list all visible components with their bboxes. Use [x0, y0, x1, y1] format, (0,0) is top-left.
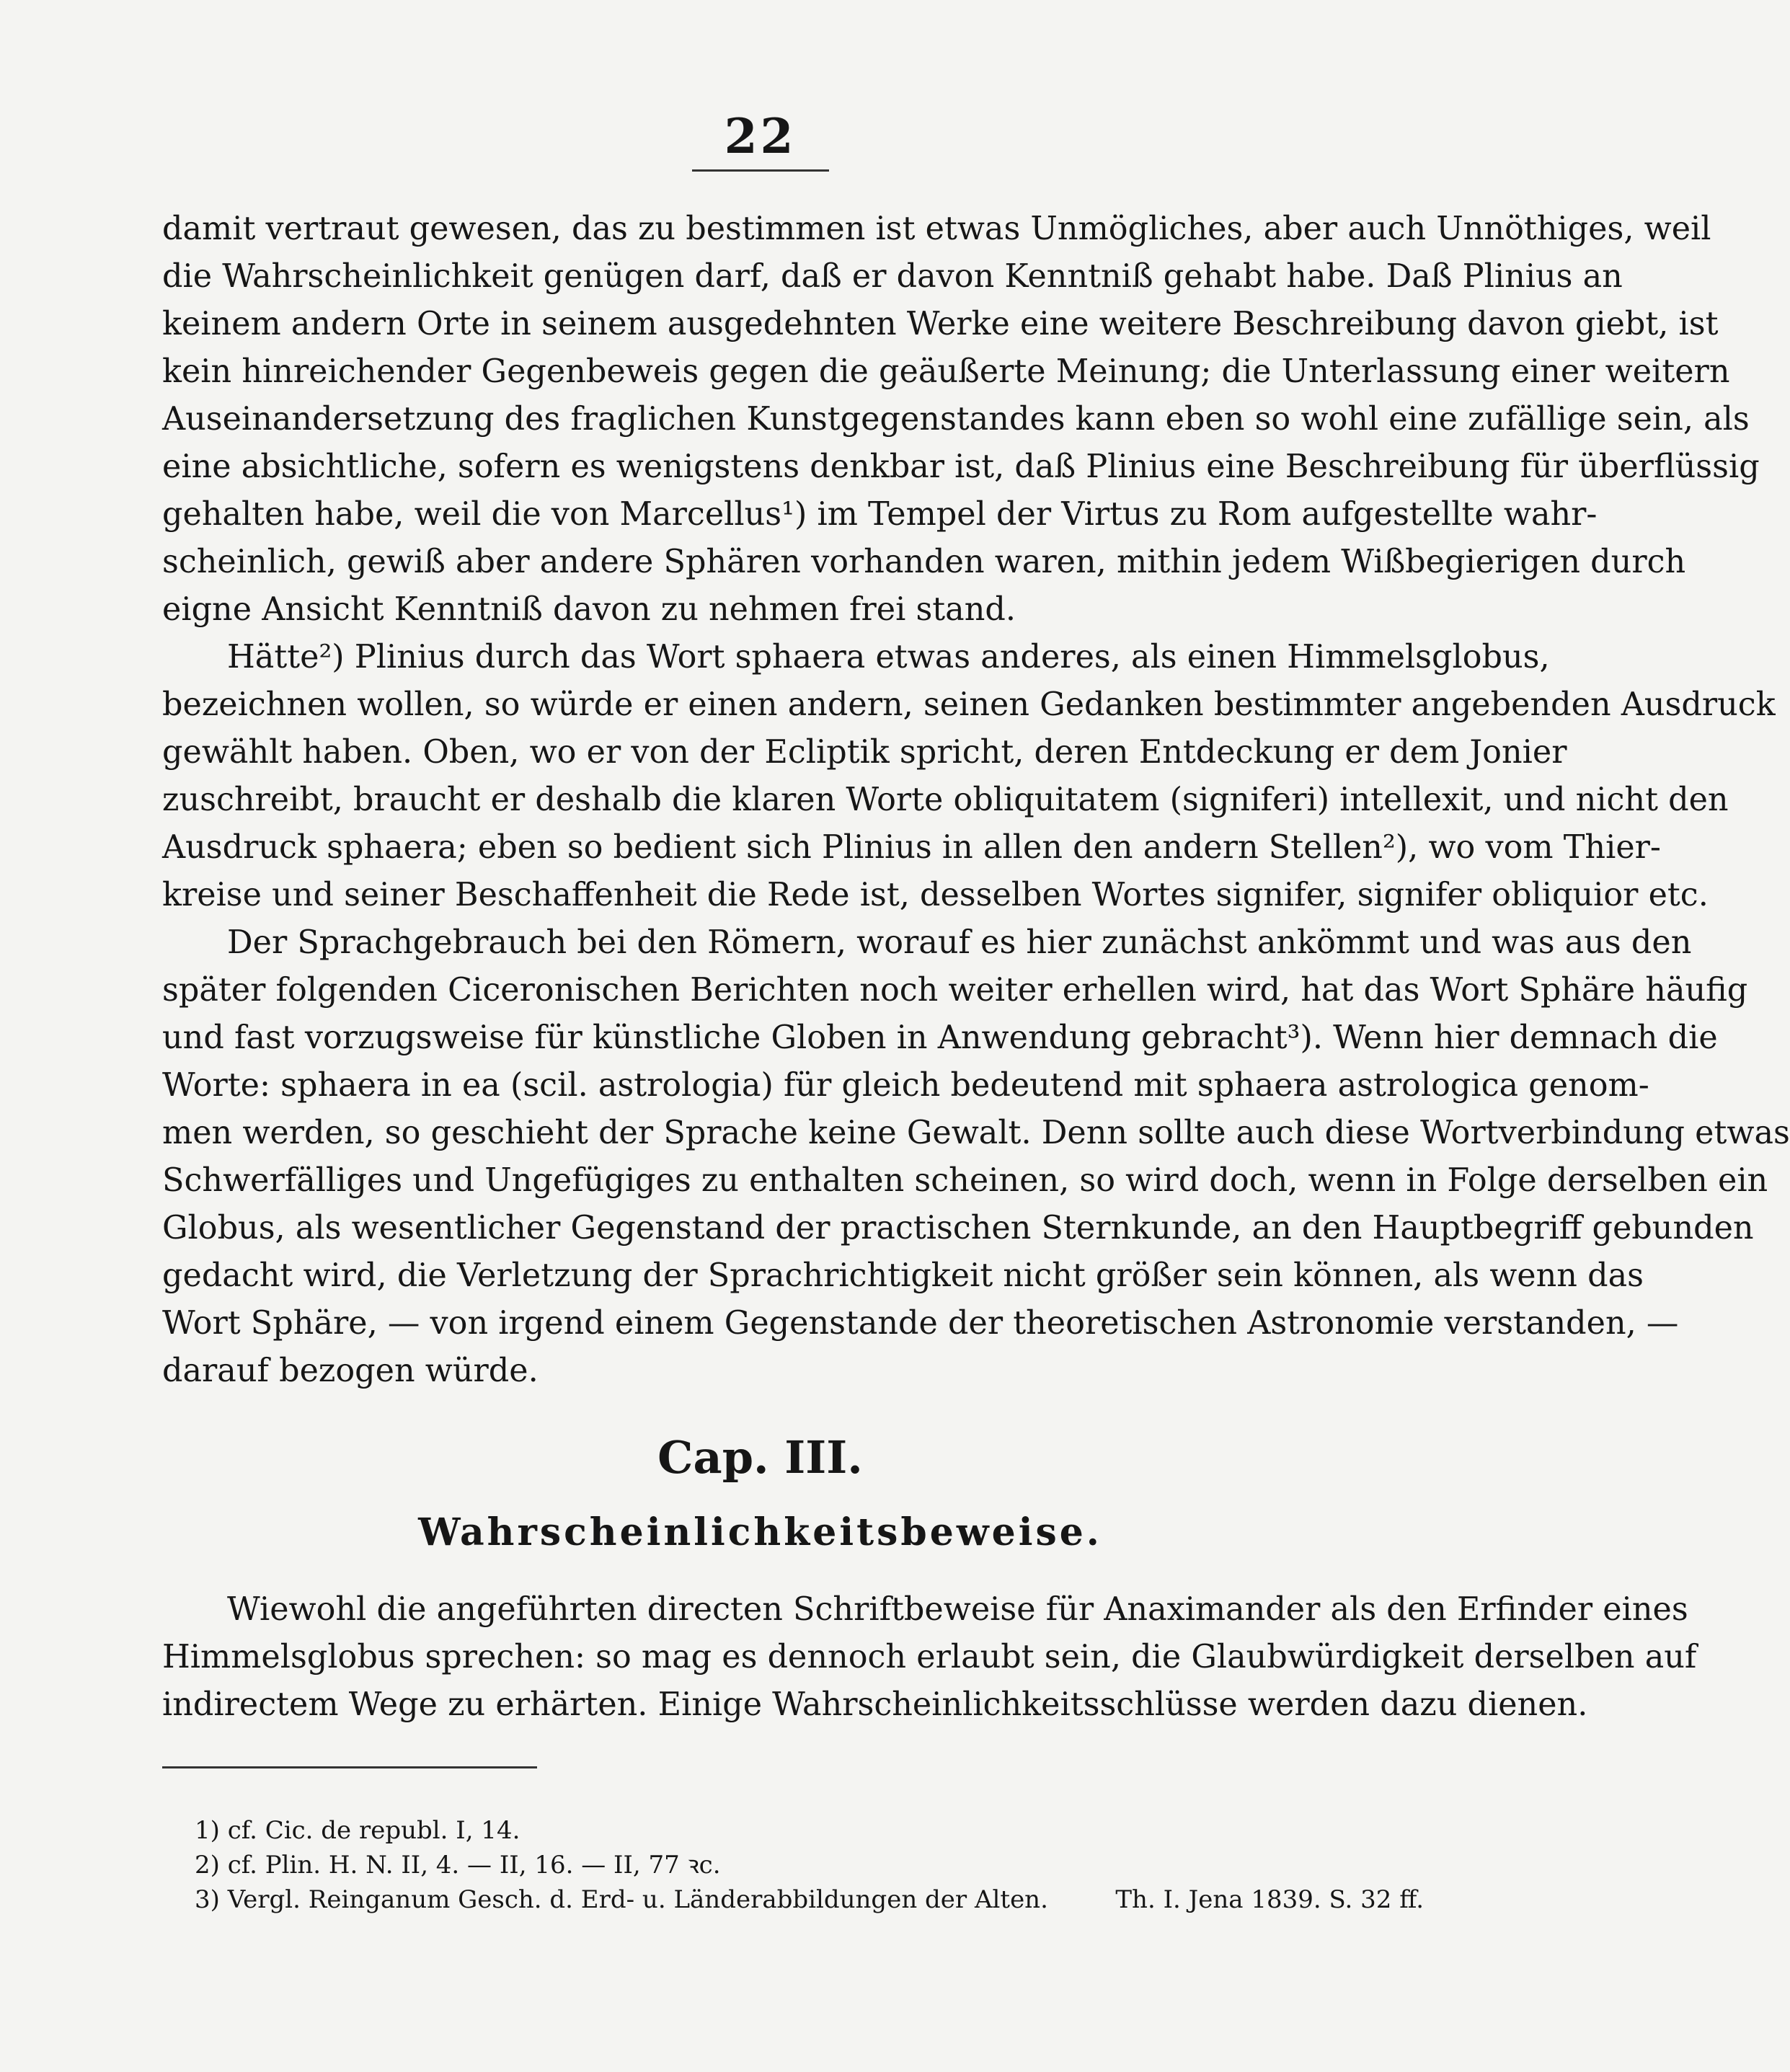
header-rule	[692, 169, 829, 172]
text-line: bezeichnen wollen, so würde er einen andern, seinen Gedanken bestimmter angebenden Ausdruck	[162, 686, 1776, 723]
text-line: Wort Sphäre, — von irgend einem Gegenstande der theoretischen Astronomie verstanden, —	[162, 1305, 1679, 1342]
text-line: Worte: sphaera in ea (scil. astrologia) für gleich bedeutend mit sphaera astrologica genom-	[162, 1067, 1649, 1104]
text-line: Der Sprachgebrauch bei den Römern, worauf es hier zunächst ankömmt und was aus den	[227, 924, 1692, 961]
text-line: gedacht wird, die Verletzung der Sprachrichtigkeit nicht größer sein können, als wenn das	[162, 1257, 1644, 1294]
text-line: eine absichtliche, sofern es wenigstens denkbar ist, daß Plinius eine Beschreibung für überflüssig	[162, 448, 1760, 485]
chapter-heading: Cap. III.	[657, 1431, 863, 1484]
text-line: und fast vorzugsweise für künstliche Globen in Anwendung gebracht³). Wenn hier demnach die	[162, 1019, 1718, 1056]
text-line: indirectem Wege zu erhärten. Einige Wahrscheinlichkeitsschlüsse werden dazu dienen.	[162, 1686, 1588, 1723]
footnote-rule	[162, 1766, 537, 1768]
section-body	[162, 1586, 1697, 1729]
text-line: gewählt haben. Oben, wo er von der Ecliptik spricht, deren Entdeckung er dem Jonier	[162, 734, 1567, 771]
text-line: Wiewohl die angeführten directen Schriftbeweise für Anaximander als den Erfinder eines	[227, 1591, 1688, 1628]
text-line: kreise und seiner Beschaffenheit die Rede ist, desselben Wortes signifer, signifer obliquior etc.	[162, 877, 1709, 913]
text-line: scheinlich, gewiß aber andere Sphären vorhanden waren, mithin jedem Wißbegierigen durch	[162, 544, 1686, 580]
text-line: damit vertraut gewesen, das zu bestimmen ist etwas Unmögliches, aber auch Unnöthiges, weil	[162, 211, 1711, 247]
paragraph	[162, 205, 1760, 634]
body-text	[162, 205, 1790, 1395]
text-line: Hätte²) Plinius durch das Wort sphaera etwas anderes, als einen Himmelsglobus,	[227, 639, 1550, 676]
text-line: die Wahrscheinlichkeit genügen darf, daß er davon Kenntniß gehabt habe. Daß Plinius an	[162, 258, 1623, 295]
text-line: gehalten habe, weil die von Marcellus¹) im Tempel der Virtus zu Rom aufgestellte wahr-	[162, 496, 1598, 533]
text-line: men werden, so geschieht der Sprache keine Gewalt. Denn sollte auch diese Wortverbindung etwas	[162, 1115, 1790, 1151]
section-title: Wahrscheinlichkeitsbeweise.	[418, 1510, 1102, 1554]
footnote-reference: Th. I. Jena 1839. S. 32 ff.	[1115, 1885, 1424, 1914]
footnote: 1) cf. Cic. de republ. I, 14.	[195, 1816, 520, 1845]
text-line: Ausdruck sphaera; eben so bedient sich Plinius in allen den andern Stellen²), wo vom Thier-	[162, 829, 1661, 866]
footnote: 2) cf. Plin. H. N. II, 4. — II, 16. — II, 77 ꝛc.	[195, 1851, 721, 1880]
text-line: eigne Ansicht Kenntniß davon zu nehmen frei stand.	[162, 591, 1016, 628]
text-line: Schwerfälliges und Ungefügiges zu enthalten scheinen, so wird doch, wenn in Folge derselben ein	[162, 1162, 1768, 1199]
text-line: kein hinreichender Gegenbeweis gegen die geäußerte Meinung; die Unterlassung einer weitern	[162, 353, 1730, 390]
paragraph	[162, 634, 1776, 919]
page-number: 22	[724, 108, 797, 164]
paragraph	[162, 919, 1790, 1395]
text-line: Globus, als wesentlicher Gegenstand der practischen Sternkunde, an den Hauptbegriff gebunden	[162, 1210, 1754, 1247]
text-line: Himmelsglobus sprechen: so mag es dennoch erlaubt sein, die Glaubwürdigkeit derselben auf	[162, 1639, 1697, 1675]
text-line: darauf bezogen würde.	[162, 1352, 539, 1389]
footnote-text: 3) Vergl. Reinganum Gesch. d. Erd- u. Länderabbildungen der Alten.	[195, 1885, 1048, 1914]
text-line: Auseinandersetzung des fraglichen Kunstgegenstandes kann eben so wohl eine zufällige sein, als	[162, 401, 1750, 438]
footnotes	[195, 1813, 1424, 1917]
text-line: zuschreibt, braucht er deshalb die klaren Worte obliquitatem (signiferi) intellexit, und nicht den	[162, 782, 1729, 818]
text-line: später folgenden Ciceronischen Berichten noch weiter erhellen wird, hat das Wort Sphäre häufig	[162, 972, 1748, 1009]
text-line: keinem andern Orte in seinem ausgedehnten Werke eine weitere Beschreibung davon giebt, ist	[162, 306, 1719, 342]
footnote	[195, 1882, 1424, 1917]
